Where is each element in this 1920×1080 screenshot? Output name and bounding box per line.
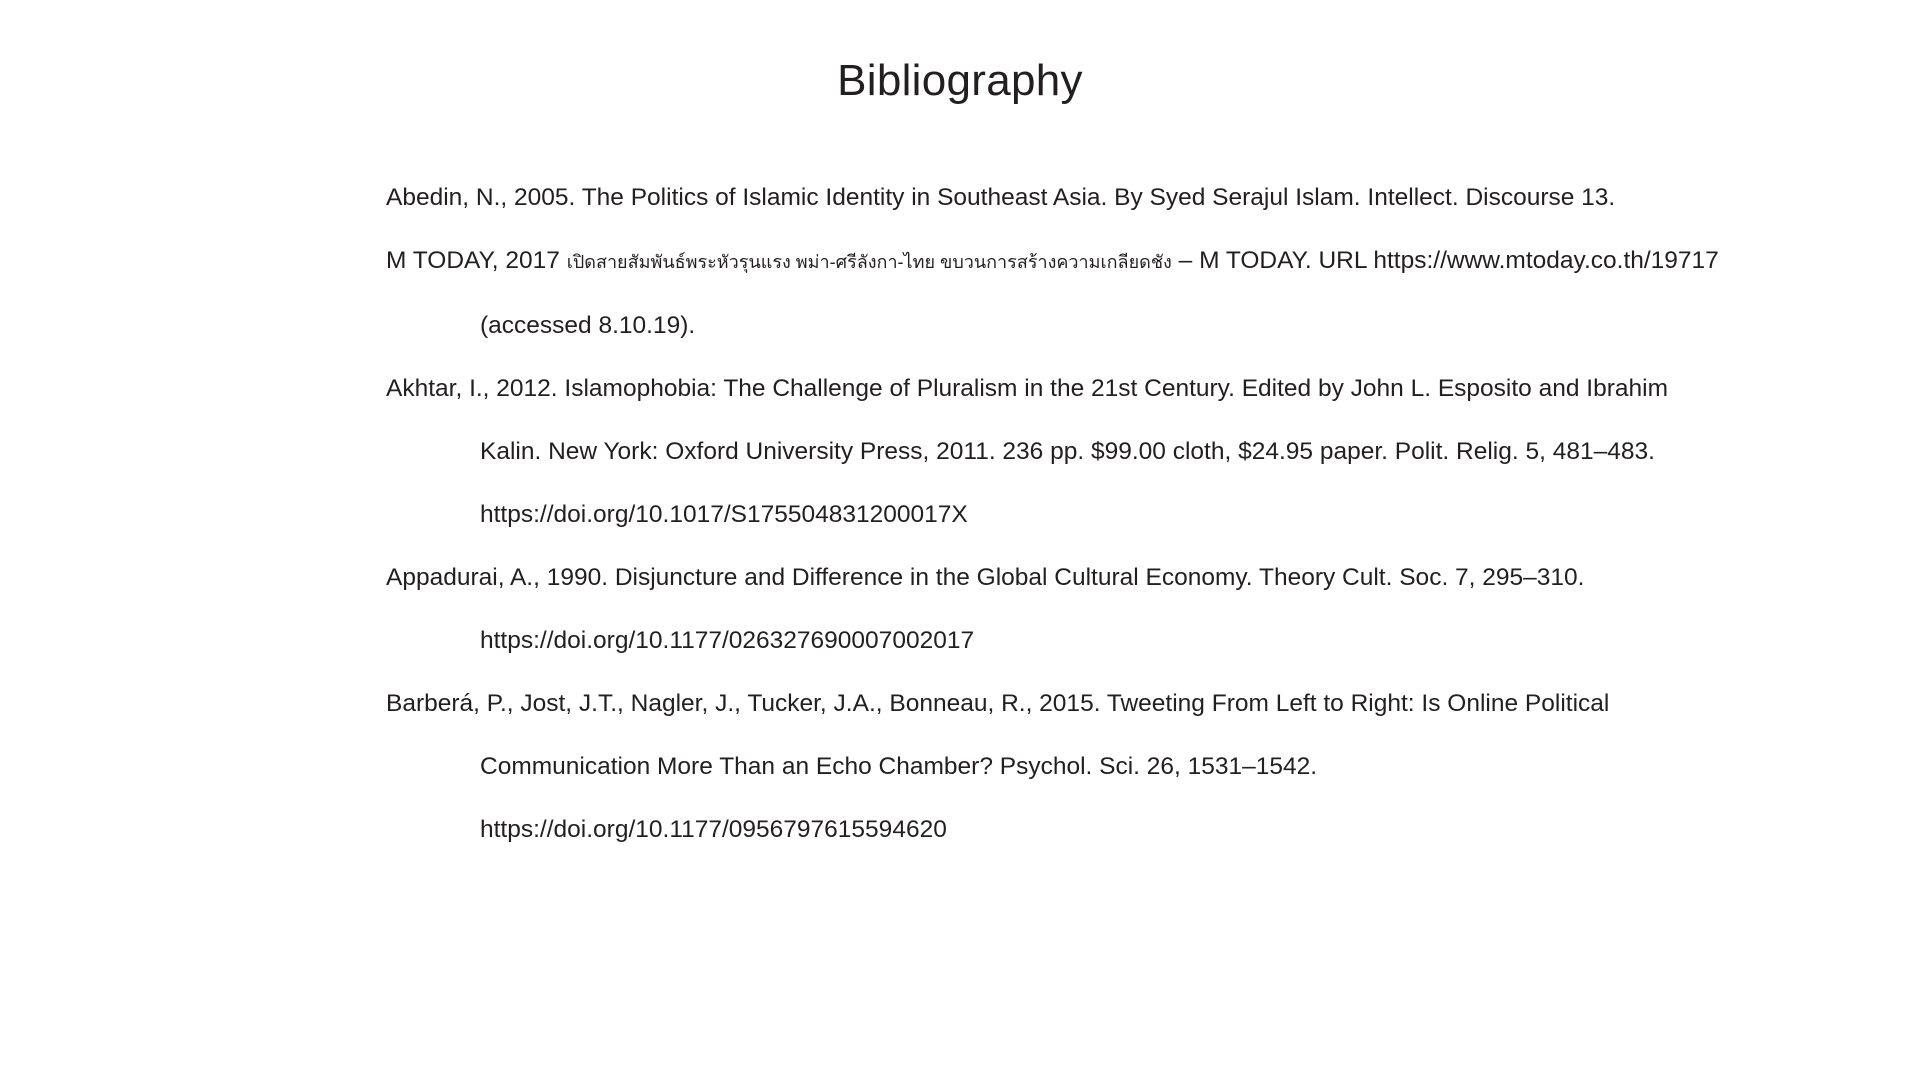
bibliography-entry: Barberá, P., Jost, J.T., Nagler, J., Tucker, J.A., Bonneau, R., 2015. Tweeting From Left to Right: Is Online Political Communication More Than an Echo Chamber? Psychol. Sci. 26, 1531–1542. https://doi.org/10.1177/0956797615594620 [386, 690, 1610, 843]
entry-suffix-text: – M TODAY. URL https://www.mtoday.co.th/19717 (accessed 8.10.19). [480, 247, 1719, 339]
bibliography-entry: Akhtar, I., 2012. Islamophobia: The Challenge of Pluralism in the 21st Century. Edited by John L. Esposito and Ibrahim Kalin. New York: Oxford University Press, 2011. 236 pp. $99.00 cloth, $24.95 paper. Polit. Relig. 5, 481–483. https://doi.org/10.1017/S175504831200017X [386, 375, 1668, 528]
bibliography-list [0, 166, 1920, 861]
bibliography-entry: Appadurai, A., 1990. Disjuncture and Difference in the Global Cultural Economy. Theory Cult. Soc. 7, 295–310. https://doi.org/10.1177/026327690007002017 [386, 564, 1585, 654]
bibliography-entry [386, 229, 1730, 357]
bibliography-entry: Abedin, N., 2005. The Politics of Islamic Identity in Southeast Asia. By Syed Serajul Islam. Intellect. Discourse 13. [386, 184, 1616, 211]
page-title: Bibliography [837, 56, 1083, 105]
entry-thai-text: เปิดสายสัมพันธ์พระหัวรุนแรง พม่า-ศรีลังกา-ไทย ขบวนการสร้างความเกลียดชัง [566, 252, 1172, 272]
entry-prefix-text: M TODAY, 2017 [386, 247, 567, 274]
